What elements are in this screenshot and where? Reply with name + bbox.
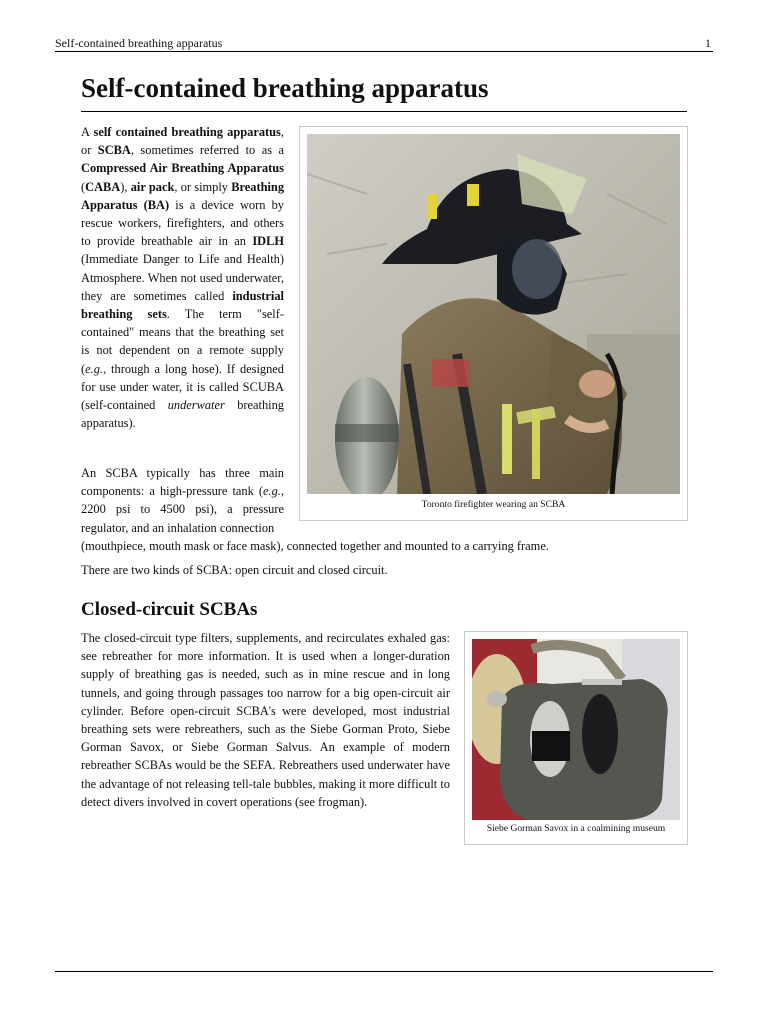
firefighter-photo[interactable]: [307, 134, 680, 494]
running-header: [55, 36, 713, 52]
firefighter-caption: Toronto firefighter wearing an SCBA: [421, 499, 566, 510]
section-heading-closed-circuit: Closed-circuit SCBAs: [81, 599, 258, 620]
kinds-paragraph: There are two kinds of SCBA: open circuit and closed circuit.: [81, 563, 388, 577]
components-paragraph: An SCBA typically has three main components: a high-pressure tank (e.g., 2200 psi to 4500 psi), a pressure regulator, and an inhalation connection: [81, 466, 284, 535]
page-number: 1: [705, 36, 711, 50]
components-paragraph-continued: (mouthpiece, mouth mask or face mask), connected together and mounted to a carrying frame.: [81, 539, 549, 553]
page-title: Self-contained breathing apparatus: [81, 71, 687, 112]
intro-paragraph: A self contained breathing apparatus, or SCBA, sometimes referred to as a Compressed Air Breathing Apparatus (CABA), air pack, or simply Breathing Apparatus (BA) is a device worn by rescue workers, firefighters, and others to provide breathable air in an IDLH (Immediate Danger to Life and Health) Atmosphere. When not used underwater, they are sometimes called industrial breathing sets. The term "self-contained" means that the breathing set is not dependent on a remote supply (e.g., through a long hose). If designed for use under water, it is called SCUBA (self-contained underwater breathing apparatus).: [81, 125, 285, 431]
firefighter-figure: [299, 126, 688, 521]
savox-figure: [464, 631, 688, 845]
footer-rule: [55, 971, 713, 972]
running-header-title: Self-contained breathing apparatus: [55, 36, 223, 50]
savox-photo[interactable]: [472, 639, 680, 820]
closed-circuit-paragraph: The closed-circuit type filters, supplements, and recirculates exhaled gas: see rebreather for more information. It is used when a longer-duration supply of breathing gas is needed, such as in mine rescue and in long tunnels, and going through passages too narrow for a big open-circuit air cylinder. Before open-circuit SCBA's were developed, most industrial breathing sets were rebreathers, such as the Siebe Gorman Proto, Siebe Gorman Savox, or Siebe Gorman Salvus. An example of modern rebreather SCBAs would be the SEFA. Rebreathers used underwater have the advantage of not releasing tell-tale bubbles, making it more difficult to detect divers involved in covert operations (see frogman).: [81, 631, 450, 809]
savox-caption: Siebe Gorman Savox in a coalmining museum: [486, 823, 666, 834]
